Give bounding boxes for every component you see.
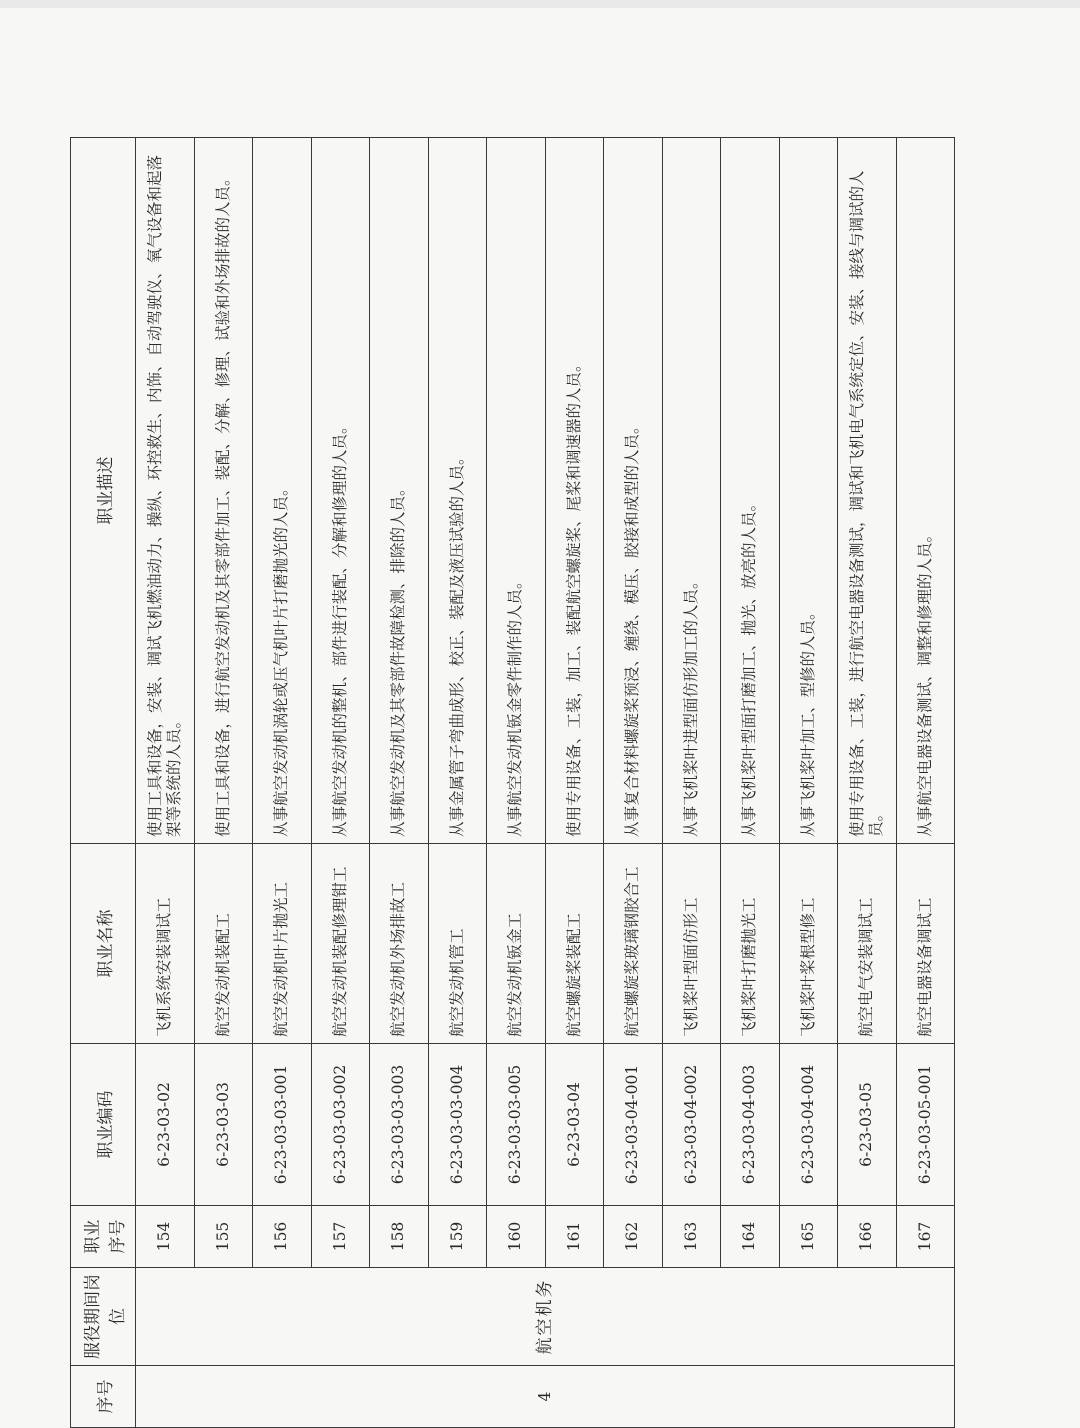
- rotated-table-wrapper: [70, 138, 955, 1428]
- occupation-number: 164: [721, 1206, 780, 1268]
- occupation-name: 航空发动机管工: [428, 844, 487, 1044]
- header-post: 服役期间岗位: [71, 1268, 136, 1366]
- occupation-code: 6-23-03-04-002: [662, 1044, 721, 1206]
- occupation-code: 6-23-03-03-003: [370, 1044, 429, 1206]
- occupation-code: 6-23-03-04-003: [721, 1044, 780, 1206]
- occupation-number: 165: [779, 1206, 838, 1268]
- occupation-code: 6-23-03-04: [545, 1044, 604, 1206]
- occupation-description: 从事航空发动机的整机、部件进行装配、分解和修理的人员。: [311, 138, 370, 844]
- occupation-description: 从事航空发动机涡轮或压气机叶片打磨抛光的人员。: [253, 138, 312, 844]
- occupation-description: 从事飞机桨叶加工、型修的人员。: [779, 138, 838, 844]
- table-row: [311, 138, 370, 1428]
- occupation-code: 6-23-03-04-004: [779, 1044, 838, 1206]
- occupation-description: 从事飞机桨叶型面打磨加工、抛光、放亮的人员。: [721, 138, 780, 844]
- occupation-code: 6-23-03-03-001: [253, 1044, 312, 1206]
- header-code: 职业编码: [71, 1044, 136, 1206]
- top-bar: [0, 0, 1080, 8]
- occupation-code: 6-23-03-03-002: [311, 1044, 370, 1206]
- occupation-code: 6-23-03-03: [194, 1044, 253, 1206]
- table-row: [194, 138, 253, 1428]
- table-row: [428, 138, 487, 1428]
- occupation-number: 160: [487, 1206, 546, 1268]
- occupation-name: 飞机桨叶型面仿形工: [662, 844, 721, 1044]
- occupation-name: 航空电气安装调试工: [838, 844, 897, 1044]
- occupation-name: 航空螺旋桨玻璃钢胶合工: [604, 844, 663, 1044]
- occupation-name: 航空发动机装配修理钳工: [311, 844, 370, 1044]
- occupation-description: 从事飞机桨叶进型面仿形加工的人员。: [662, 138, 721, 844]
- occupation-number: 163: [662, 1206, 721, 1268]
- document-page: [0, 8, 1080, 1428]
- table-row: [604, 138, 663, 1428]
- occupation-name: 航空螺旋桨装配工: [545, 844, 604, 1044]
- occupation-code: 6-23-03-05: [838, 1044, 897, 1206]
- table-row: [779, 138, 838, 1428]
- occupation-description: 使用专用设备、工装，进行航空电器设备测试，调试和飞机电气系统定位、安装、接线与调试的人员。: [838, 138, 897, 844]
- occupation-number: 157: [311, 1206, 370, 1268]
- table-row: [838, 138, 897, 1428]
- occupation-description: 从事航空电器设备测试、调整和修理的人员。: [896, 138, 955, 844]
- table-row: [253, 138, 312, 1428]
- table-row: [370, 138, 429, 1428]
- group-seq: 4: [136, 1366, 955, 1428]
- table-header-row: [71, 138, 136, 1428]
- header-desc: 职业描述: [71, 138, 136, 844]
- occupation-name: 飞机系统安装调试工: [136, 844, 195, 1044]
- occupation-description: 使用专用设备、工装，加工、装配航空螺旋桨、尾桨和调速器的人员。: [545, 138, 604, 844]
- header-seq: 序号: [71, 1366, 136, 1428]
- occupation-number: 158: [370, 1206, 429, 1268]
- table-row: [662, 138, 721, 1428]
- occupation-number: 159: [428, 1206, 487, 1268]
- table-row: [721, 138, 780, 1428]
- header-num: 职业序号: [71, 1206, 136, 1268]
- occupation-code: 6-23-03-02: [136, 1044, 195, 1206]
- occupation-number: 162: [604, 1206, 663, 1268]
- occupation-description: 使用工具和设备，进行航空发动机及其零部件加工、装配、分解、修理、试验和外场排故的人员。: [194, 138, 253, 844]
- occupation-name: 航空发动机装配工: [194, 844, 253, 1044]
- occupation-description: 使用工具和设备，安装、调试飞机燃油动力、操纵、环控救生、内饰、自动驾驶仪、氧气设备和起落架等系统的人员。: [136, 138, 195, 844]
- occupation-code: 6-23-03-03-004: [428, 1044, 487, 1206]
- occupation-table: [70, 137, 955, 1428]
- table-row: [136, 138, 195, 1428]
- occupation-description: 从事复合材料螺旋桨预浸、缠绕、模压、胶接和成型的人员。: [604, 138, 663, 844]
- table-row: [896, 138, 955, 1428]
- occupation-description: 从事航空发动机钣金零件制作的人员。: [487, 138, 546, 844]
- occupation-name: 航空发动机叶片抛光工: [253, 844, 312, 1044]
- occupation-name: 航空电器设备调试工: [896, 844, 955, 1044]
- group-post: 航空机务: [136, 1268, 955, 1366]
- occupation-number: 167: [896, 1206, 955, 1268]
- occupation-name: 飞机桨叶打磨抛光工: [721, 844, 780, 1044]
- header-name: 职业名称: [71, 844, 136, 1044]
- occupation-number: 166: [838, 1206, 897, 1268]
- occupation-number: 154: [136, 1206, 195, 1268]
- occupation-code: 6-23-03-05-001: [896, 1044, 955, 1206]
- occupation-description: 从事航空发动机及其零部件故障检测、排除的人员。: [370, 138, 429, 844]
- occupation-number: 161: [545, 1206, 604, 1268]
- occupation-code: 6-23-03-04-001: [604, 1044, 663, 1206]
- occupation-description: 从事金属管子弯曲成形、校正、装配及液压试验的人员。: [428, 138, 487, 844]
- occupation-name: 飞机桨叶桨根型修工: [779, 844, 838, 1044]
- occupation-number: 155: [194, 1206, 253, 1268]
- occupation-name: 航空发动机外场排故工: [370, 844, 429, 1044]
- occupation-name: 航空发动机钣金工: [487, 844, 546, 1044]
- occupation-number: 156: [253, 1206, 312, 1268]
- table-row: [545, 138, 604, 1428]
- table-row: [487, 138, 546, 1428]
- occupation-code: 6-23-03-03-005: [487, 1044, 546, 1206]
